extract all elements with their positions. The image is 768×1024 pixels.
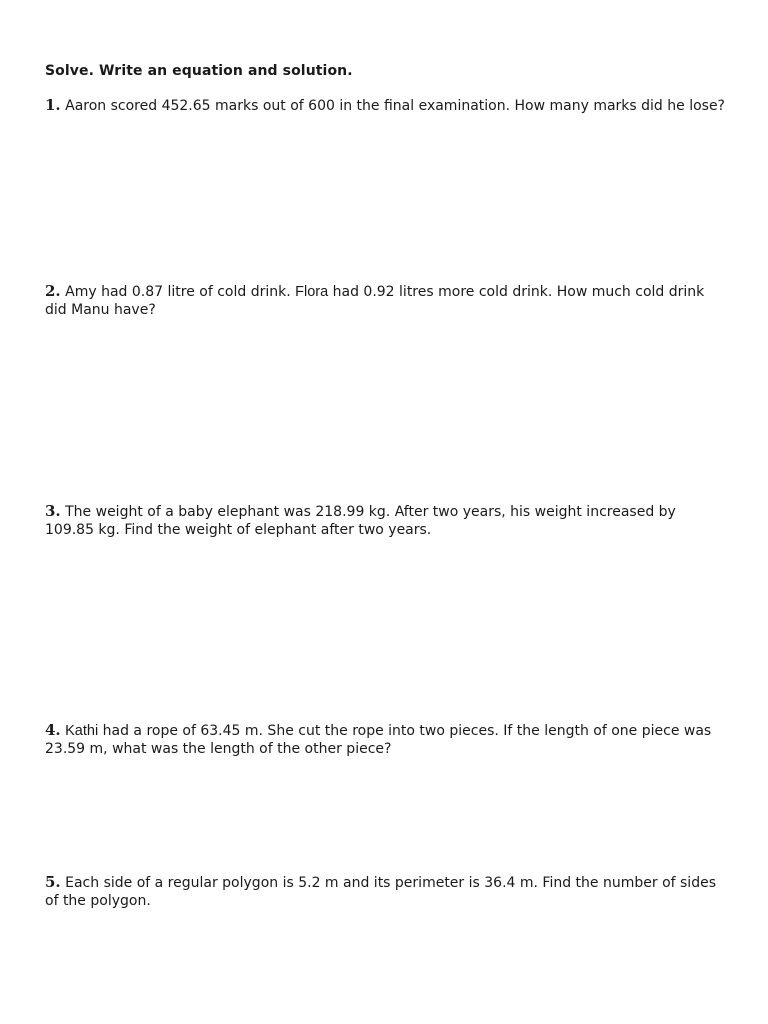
question-name-flora: Flora	[295, 284, 329, 300]
question-number: 4.	[45, 721, 61, 739]
question-text: The weight of a baby elephant was 218.99 kg. After two years, his weight increased by 109.85 kg. Find the weight of elephant after two years.	[45, 504, 676, 538]
question-text: Aaron scored 452.65 marks out of 600 in the final examination. How many marks did he lose?	[65, 98, 725, 114]
question-number: 1.	[45, 96, 61, 114]
question-4	[45, 721, 725, 758]
question-number: 5.	[45, 873, 61, 891]
question-text: Each side of a regular polygon is 5.2 m and its perimeter is 36.4 m. Find the number of sides of the polygon.	[45, 875, 716, 909]
question-number: 2.	[45, 282, 61, 300]
question-text: had 0.92 litres more cold drink. How much cold drink did Manu have?	[45, 284, 705, 318]
question-text: had a rope of 63.45 m. She cut the rope into two pieces. If the length of one piece was 23.59 m, what was the length of the other piece?	[45, 723, 712, 757]
question-text: Amy had 0.87 litre of cold drink.	[65, 284, 291, 300]
worksheet-instructions: Solve. Write an equation and solution.	[45, 63, 353, 79]
question-2	[45, 282, 725, 319]
question-number: 3.	[45, 502, 61, 520]
question-5	[45, 873, 725, 910]
question-3	[45, 502, 725, 539]
question-name-kathi: Kathi	[65, 723, 99, 739]
question-1	[45, 96, 725, 115]
